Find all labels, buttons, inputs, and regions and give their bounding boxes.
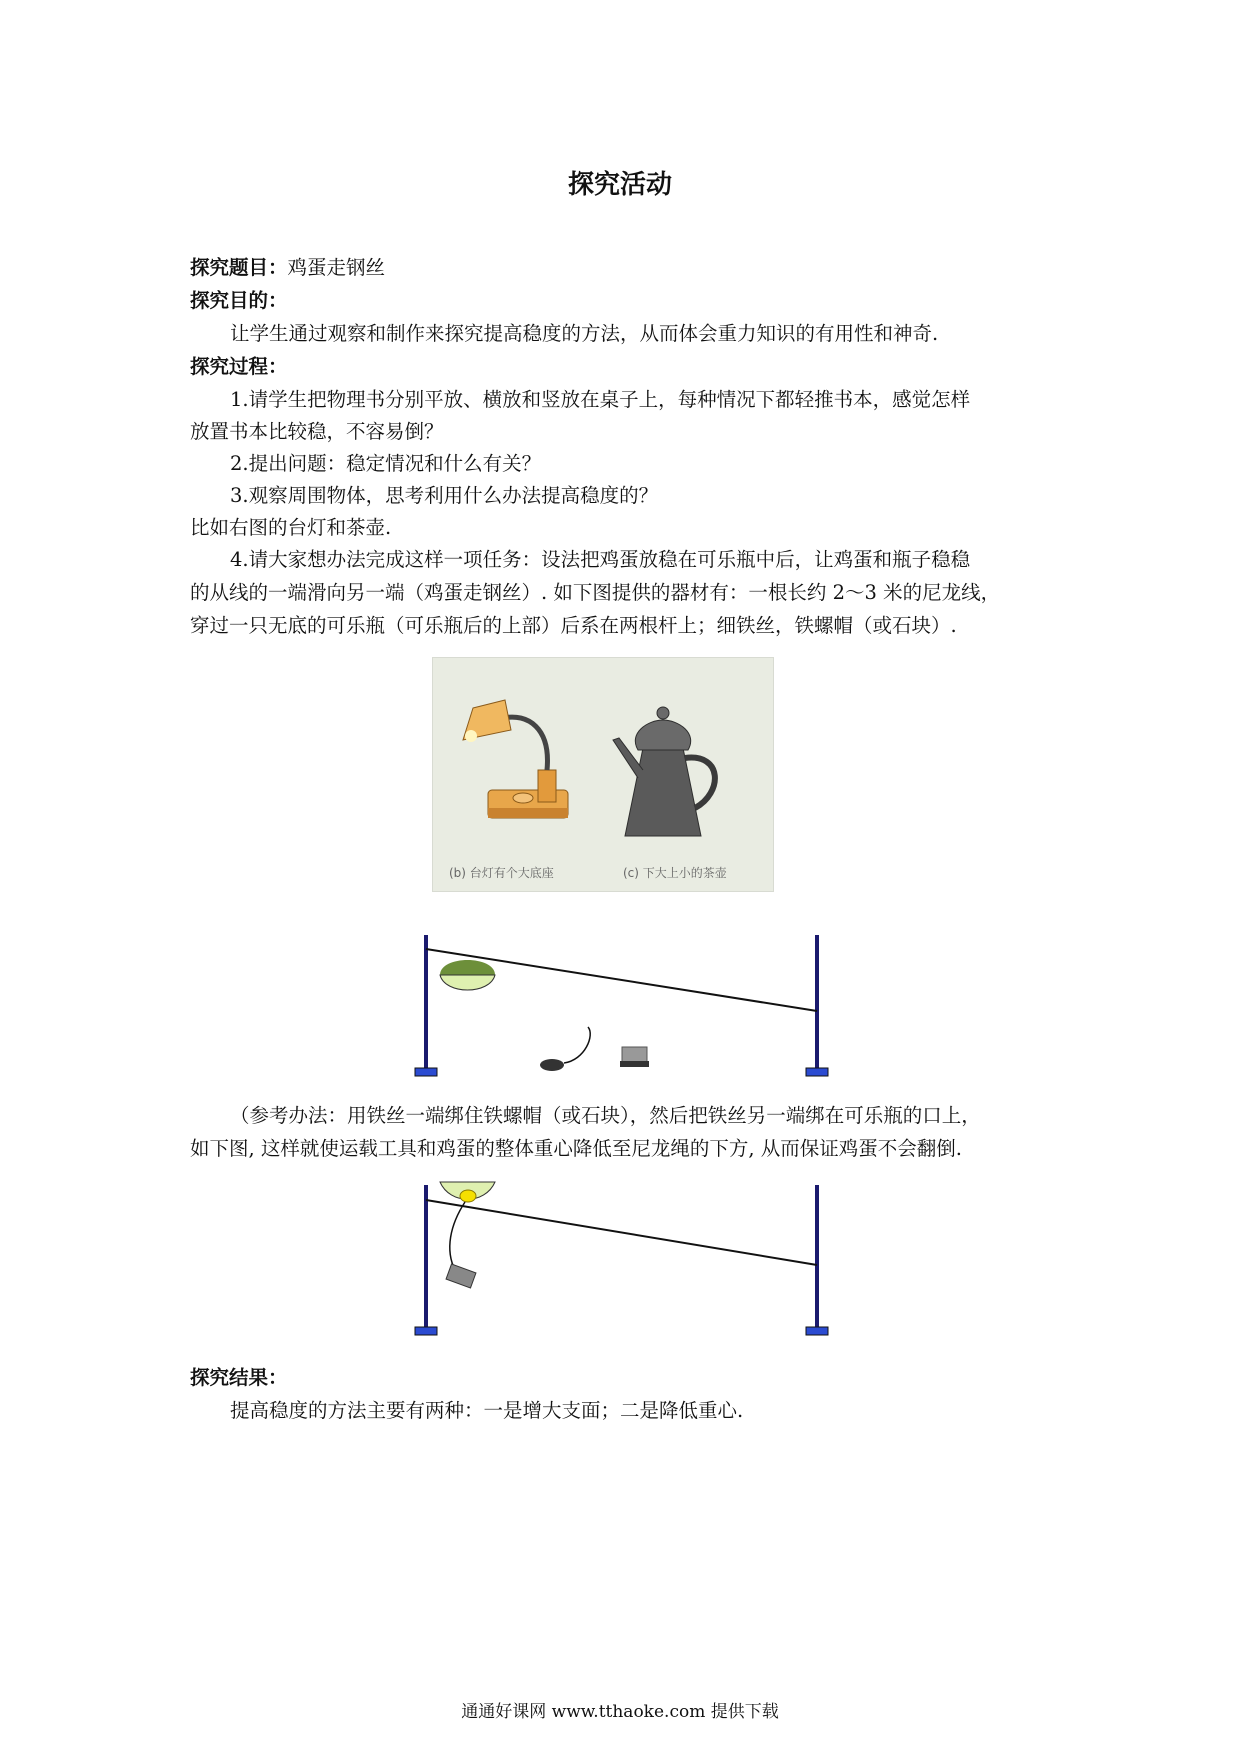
left-pole bbox=[424, 935, 428, 1070]
kettle-lid bbox=[635, 720, 690, 750]
wire bbox=[564, 1027, 590, 1063]
topic-line bbox=[190, 252, 385, 284]
process-step3-cont: 比如右图的台灯和茶壶. bbox=[190, 516, 392, 539]
page-title: 探究活动 bbox=[567, 170, 672, 200]
stone bbox=[622, 1047, 647, 1063]
right-pole bbox=[815, 1185, 819, 1330]
reference-line1: （参考办法：用铁丝一端绑住铁螺帽（或石块），然后把铁丝另一端绑在可乐瓶的口上， bbox=[230, 1104, 981, 1127]
bottle-top bbox=[440, 960, 495, 975]
process-step1-line2: 放置书本比较稳，不容易倒？ bbox=[190, 420, 444, 443]
process-step1-line1: 1.请学生把物理书分别平放、横放和竖放在桌子上，每种情况下都轻推书本，感觉怎样 bbox=[230, 388, 971, 411]
lamp-stand bbox=[538, 770, 556, 802]
purpose-text: 让学生通过观察和制作来探究提高稳度的方法，从而体会重力知识的有用性和神奇. bbox=[230, 322, 939, 345]
lamp-bulb bbox=[465, 730, 477, 742]
lamp-knob bbox=[513, 793, 533, 803]
wire bbox=[450, 1202, 465, 1270]
reference-line2: 如下图, 这样就使运载工具和鸡蛋的整体重心降低至尼龙绳的下方, 从而保证鸡蛋不会翻倒. bbox=[190, 1137, 962, 1160]
solution-figure bbox=[400, 1170, 850, 1345]
lamp-kettle-figure bbox=[432, 657, 774, 892]
topic-label: 探究题目： bbox=[190, 256, 288, 279]
process-step2: 2.提出问题：稳定情况和什么有关？ bbox=[230, 452, 542, 475]
left-pole-base bbox=[415, 1327, 437, 1335]
bottle-cup bbox=[440, 975, 495, 990]
right-pole-base bbox=[806, 1327, 828, 1335]
right-pole-base bbox=[806, 1068, 828, 1076]
caption-lamp: (b) 台灯有个大底座 bbox=[449, 866, 554, 880]
process-step4-line3: 穿过一只无底的可乐瓶（可乐瓶后的上部）后系在两根杆上；细铁丝，铁螺帽（或石块）. bbox=[190, 614, 957, 637]
kettle-knob bbox=[657, 707, 669, 719]
process-step3: 3.观察周围物体，思考利用什么办法提高稳度的？ bbox=[230, 484, 659, 507]
egg bbox=[460, 1190, 476, 1202]
left-pole bbox=[424, 1185, 428, 1330]
caption-kettle: (c) 下大上小的茶壶 bbox=[623, 866, 727, 880]
lamp-kettle-illustration bbox=[433, 658, 773, 858]
footer-text: 通通好课网 www.tthaoke.com 提供下载 bbox=[461, 1702, 779, 1722]
lamp-base-side bbox=[488, 808, 568, 818]
process-step4-line2: 的从线的一端滑向另一端（鸡蛋走钢丝）. 如下图提供的器材有：一根长约 2～3 米的尼龙线， bbox=[190, 581, 1001, 604]
stone-base bbox=[620, 1061, 649, 1067]
topic-value: 鸡蛋走钢丝 bbox=[287, 256, 386, 279]
purpose-label: 探究目的： bbox=[190, 289, 288, 312]
process-label: 探究过程： bbox=[190, 355, 288, 378]
result-label: 探究结果： bbox=[190, 1366, 288, 1389]
hanging-nut bbox=[446, 1264, 476, 1288]
nylon-line bbox=[426, 1200, 817, 1265]
nut bbox=[540, 1059, 564, 1071]
process-step4-line1: 4.请大家想办法完成这样一项任务：设法把鸡蛋放稳在可乐瓶中后，让鸡蛋和瓶子稳稳 bbox=[230, 548, 971, 571]
apparatus-figure bbox=[400, 925, 850, 1090]
result-text: 提高稳度的方法主要有两种：一是增大支面；二是降低重心. bbox=[230, 1399, 744, 1422]
right-pole bbox=[815, 935, 819, 1070]
left-pole-base bbox=[415, 1068, 437, 1076]
